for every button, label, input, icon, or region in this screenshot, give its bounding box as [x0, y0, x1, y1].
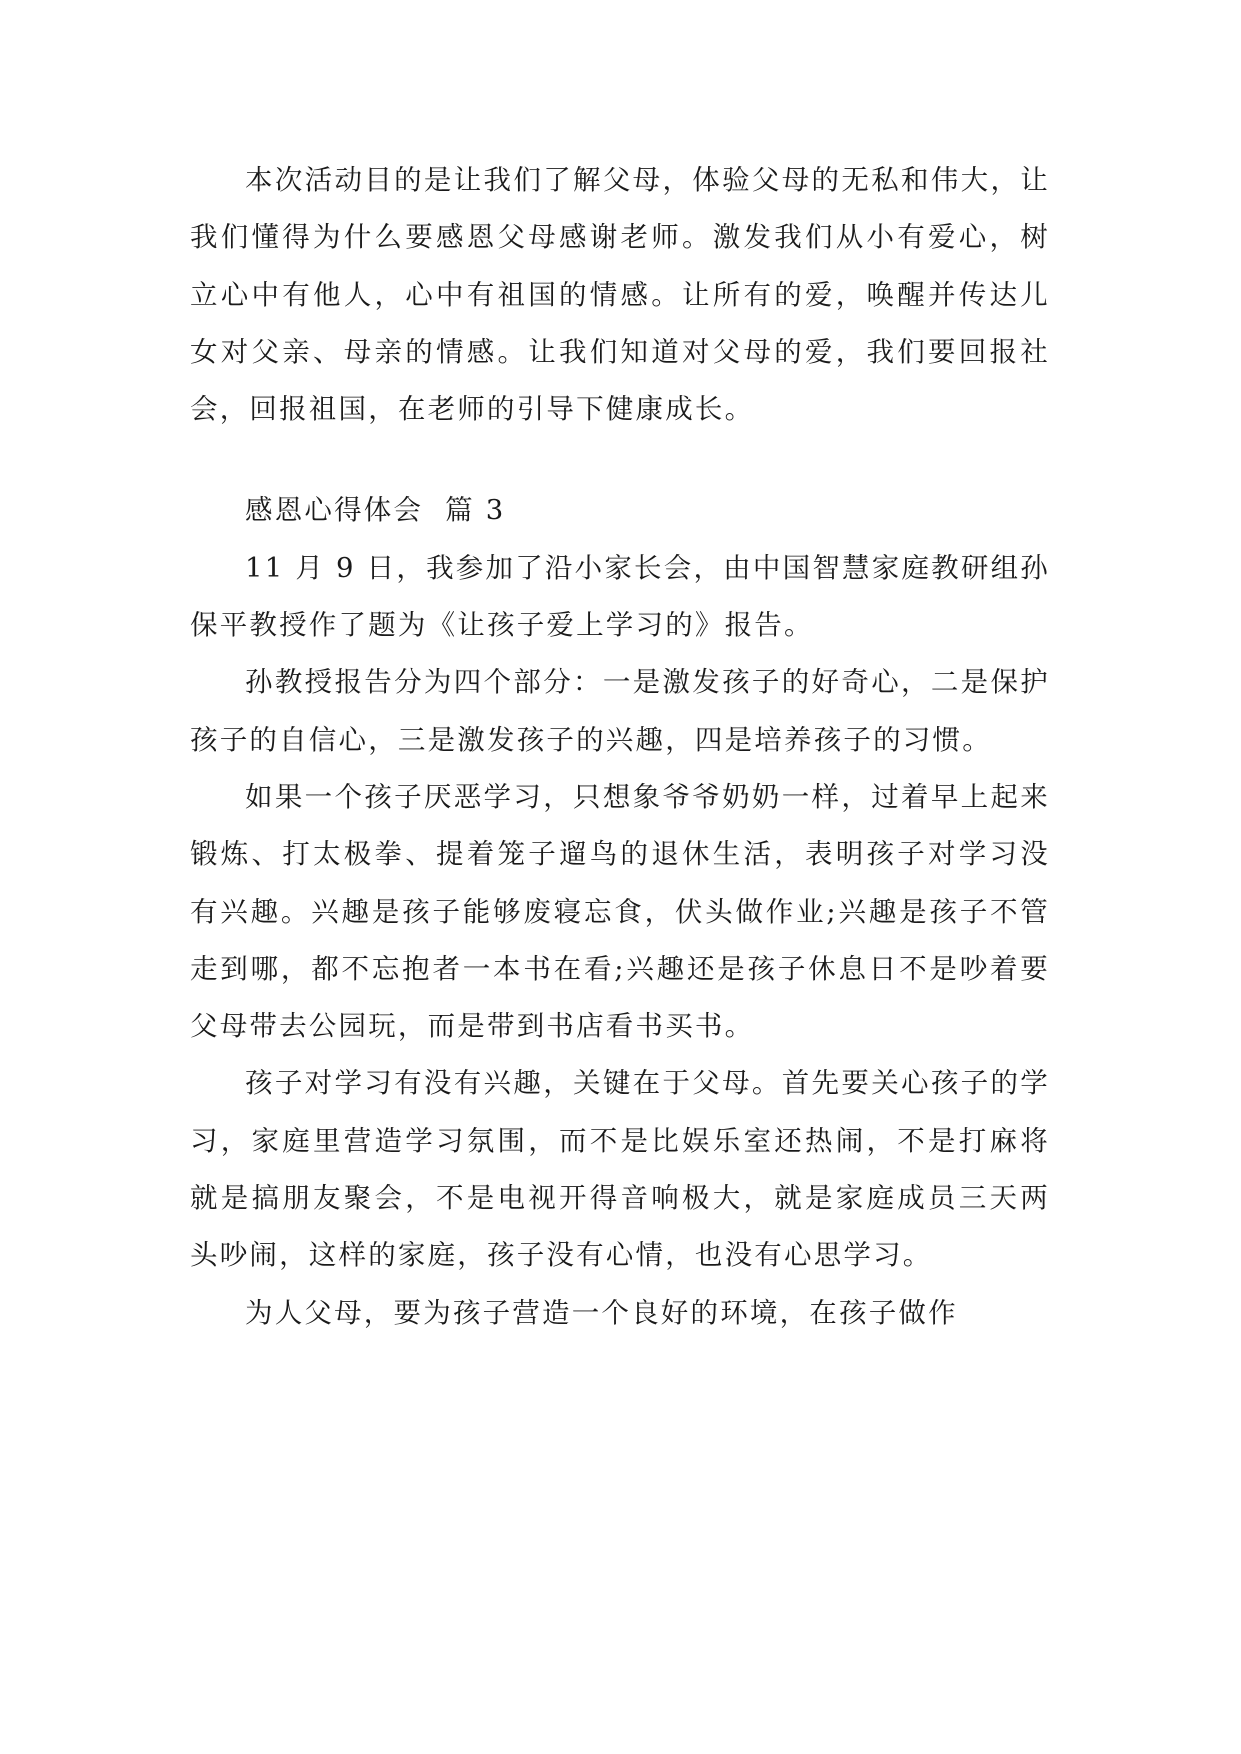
paragraph: 11 月 9 日，我参加了沿小家长会，由中国智慧家庭教研组孙保平教授作了题为《让孩子爱上学习的》报告。 [190, 551, 1050, 642]
paragraph: 如果一个孩子厌恶学习，只想象爷爷奶奶一样，过着早上起来锻炼、打太极拳、提着笼子遛鸟的退休生活，表明孩子对学习没有兴趣。兴趣是孩子能够废寝忘食，伏头做作业;兴趣是孩子不管走到哪，都不忘抱者一本书在看;兴趣还是孩子休息日不是吵着要父母带去公园玩，而是带到书店看书买书。 [190, 780, 1050, 1043]
paragraph: 为人父母，要为孩子营造一个良好的环境，在孩子做作 [245, 1296, 958, 1329]
paragraph: 孙教授报告分为四个部分：一是激发孩子的好奇心，二是保护孩子的自信心，三是激发孩子的兴趣，四是培养孩子的习惯。 [190, 666, 1050, 756]
section-heading: 感恩心得体会 篇 3 [245, 494, 506, 527]
intro-paragraph: 本次活动目的是让我们了解父母，体验父母的无私和伟大，让我们懂得为什么要感恩父母感谢老师。激发我们从小有爱心，树立心中有他人，心中有祖国的情感。让所有的爱，唤醒并传达儿女对父亲、母亲的情感。让我们知道对父母的爱，我们要回报社会，回报祖国，在老师的引导下健康成长。 [190, 164, 1050, 426]
document-body [190, 152, 1050, 1342]
paragraph: 孩子对学习有没有兴趣，关键在于父母。首先要关心孩子的学习，家庭里营造学习氛围，而不是比娱乐室还热闹，不是打麻将就是搞朋友聚会，不是电视开得音响极大，就是家庭成员三天两头吵闹，这样的家庭，孩子没有心情，也没有心思学习。 [190, 1067, 1050, 1272]
